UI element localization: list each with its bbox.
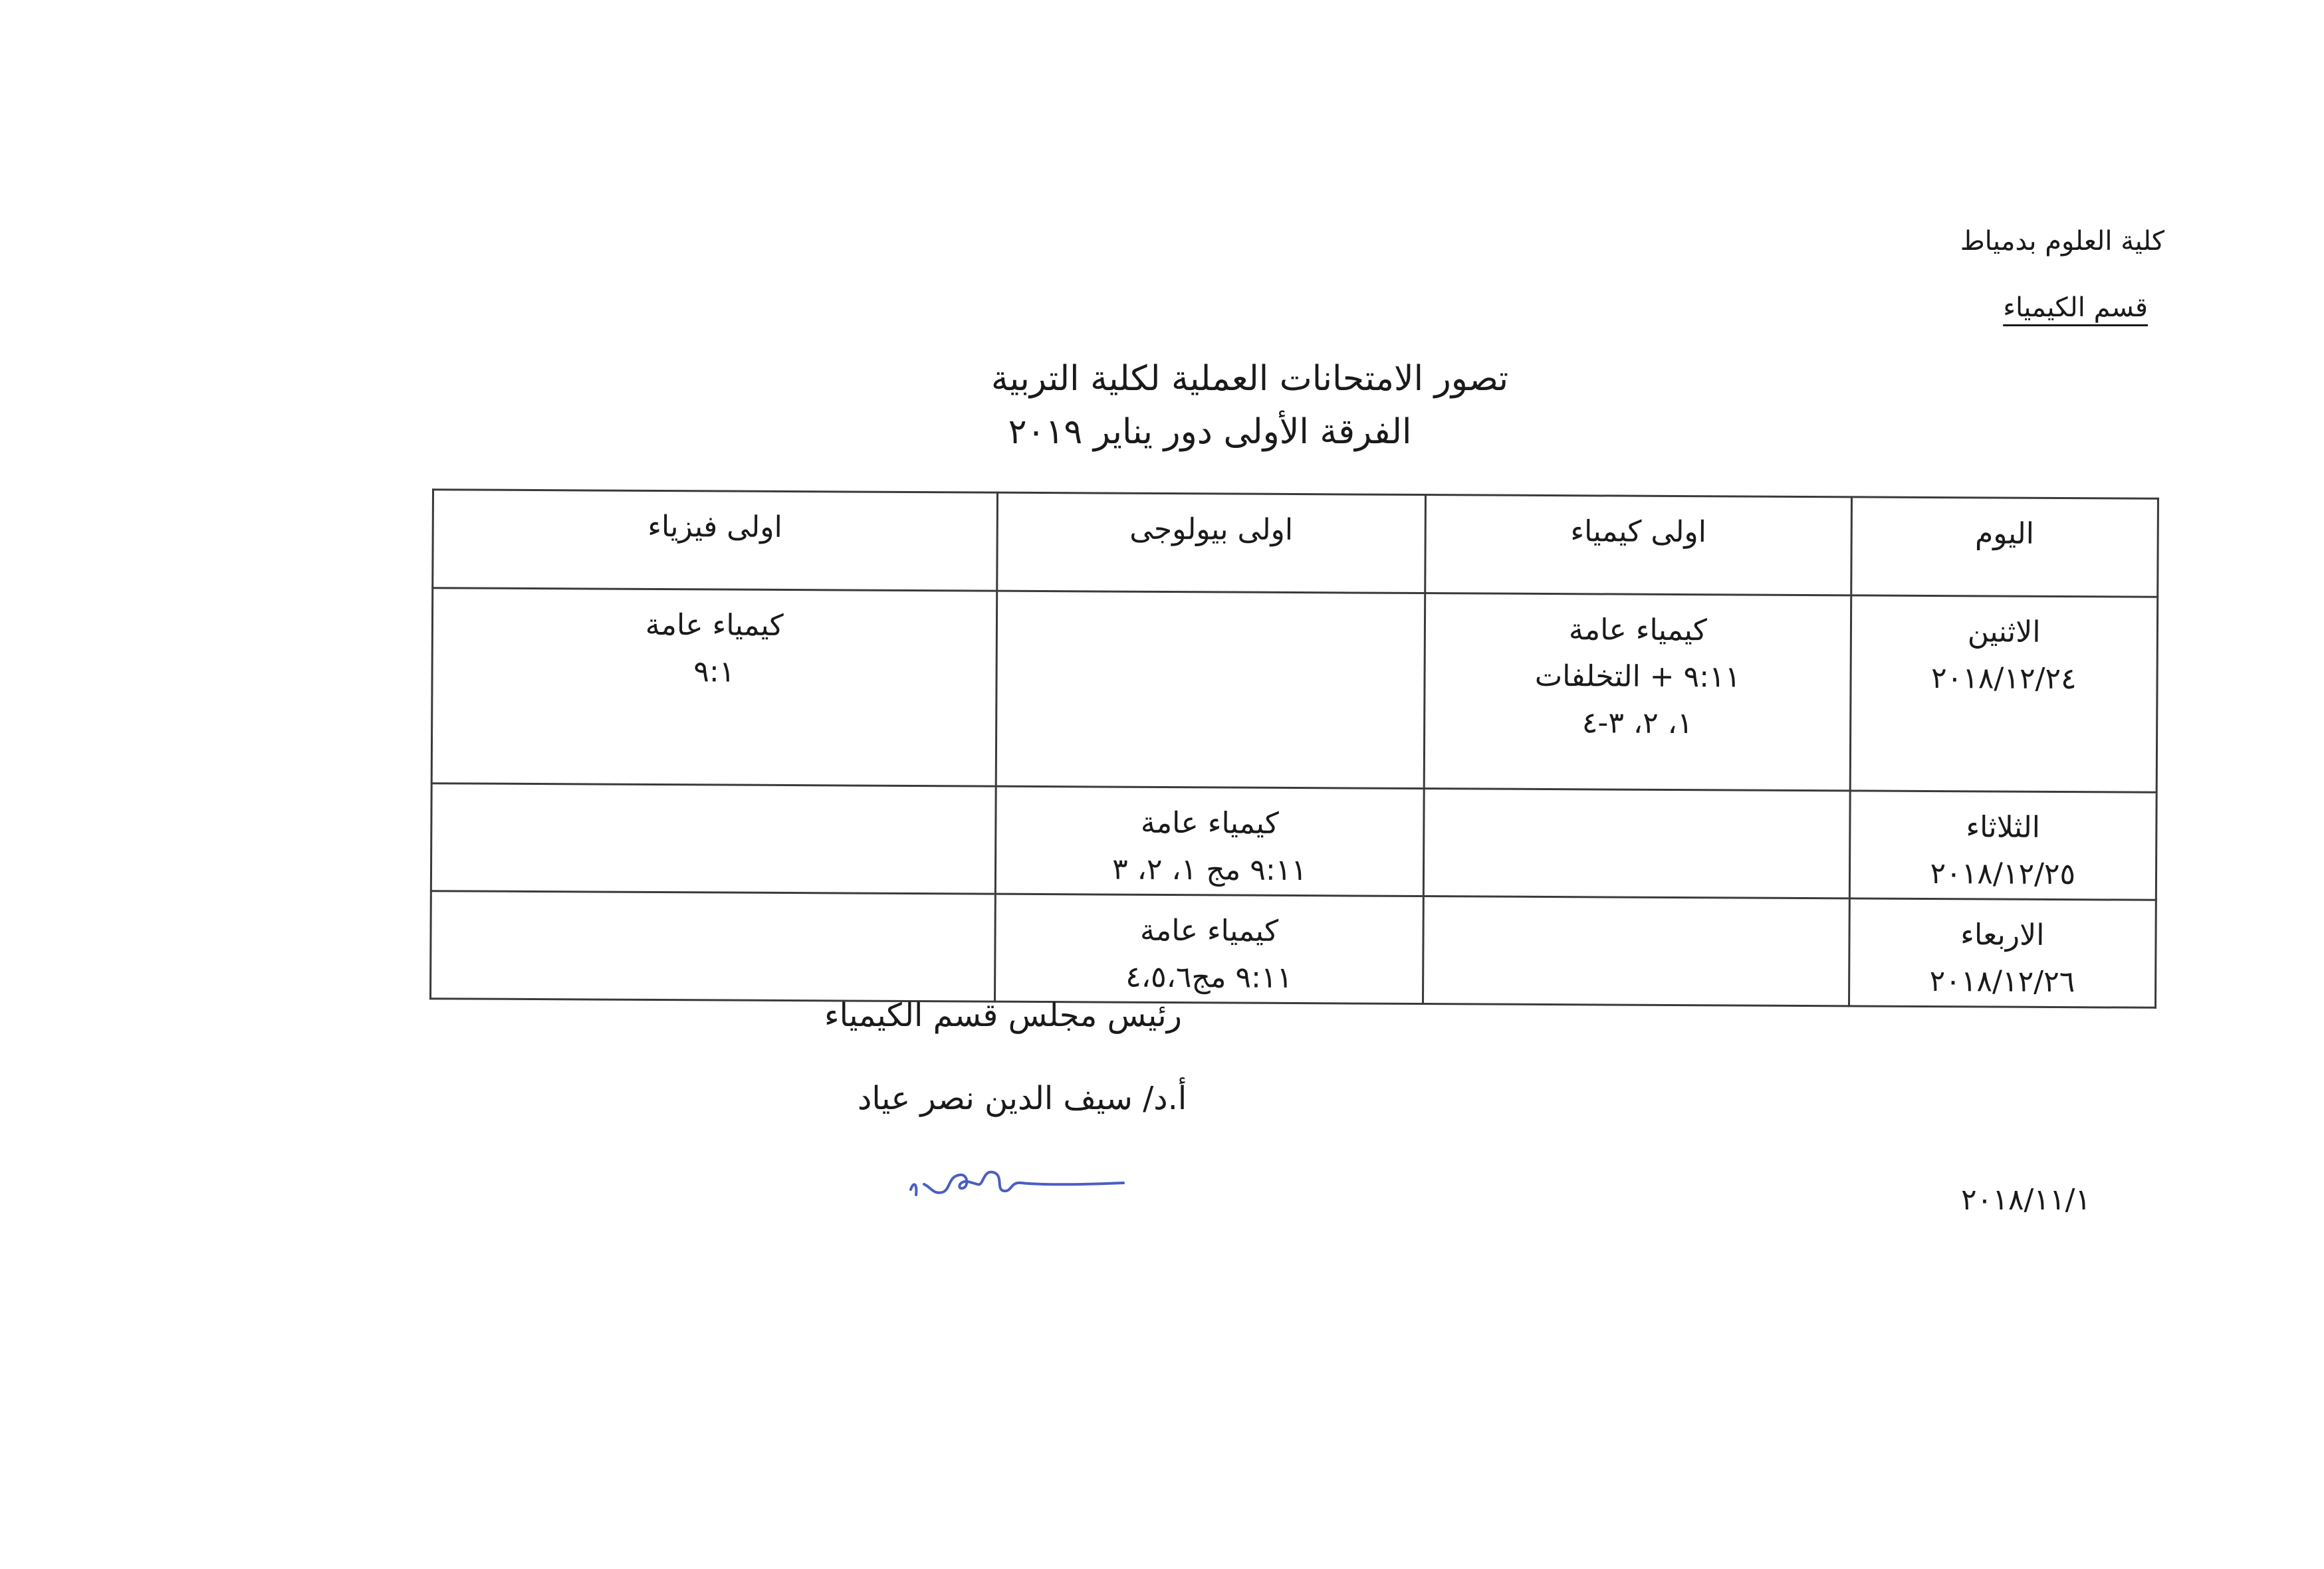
exam-schedule-table bbox=[429, 488, 2159, 1009]
signature-icon bbox=[904, 1143, 1143, 1216]
chemistry-cell bbox=[1423, 896, 1849, 1006]
biology-cell bbox=[996, 591, 1425, 788]
day-name: الاربعاء bbox=[1960, 918, 2045, 952]
cell-line: كيمياء عامة bbox=[1139, 913, 1279, 948]
physics-cell bbox=[431, 784, 995, 894]
signer-name: أ.د/ سيف الدين نصر عياد bbox=[858, 1080, 1187, 1117]
cell-line: ١، ٢، ٣-٤ bbox=[1581, 706, 1693, 741]
biology-cell bbox=[994, 894, 1424, 1003]
chemistry-cell bbox=[1424, 789, 1850, 898]
cell-line: ٩:١ bbox=[693, 655, 735, 689]
document-subtitle: الفرقة الأولى دور يناير ٢٠١٩ bbox=[1008, 412, 1412, 452]
faculty-name: كلية العلوم بدمياط bbox=[1960, 226, 2164, 257]
department-name: قسم الكيمياء bbox=[2003, 292, 2148, 323]
day-cell bbox=[1850, 595, 2158, 792]
header-biology: اولى بيولوجى bbox=[996, 492, 1426, 593]
cell-line: ٩:١١ مج٤،٥،٦ bbox=[1125, 960, 1293, 995]
table-row bbox=[431, 891, 2156, 1008]
chemistry-cell bbox=[1425, 593, 1851, 791]
document-date: ٢٠١٨/١١/١ bbox=[1961, 1183, 2091, 1217]
signer-role: رئيس مجلس قسم الكيمياء bbox=[824, 997, 1182, 1034]
biology-cell bbox=[995, 786, 1425, 896]
cell-line: كيمياء عامة bbox=[1568, 613, 1707, 648]
table-header-row bbox=[433, 490, 2158, 597]
day-cell bbox=[1849, 791, 2156, 900]
header-physics: اولى فيزياء bbox=[433, 490, 997, 591]
table-row bbox=[431, 588, 2158, 793]
cell-line: كيمياء عامة bbox=[645, 607, 784, 643]
table-row bbox=[431, 784, 2156, 900]
day-cell bbox=[1849, 898, 2156, 1007]
physics-cell bbox=[431, 588, 996, 786]
document-title: تصور الامتحانات العملية لكلية التربية bbox=[990, 359, 1509, 399]
day-date: ٢٠١٨/١٢/٢٤ bbox=[1930, 661, 2077, 696]
day-date: ٢٠١٨/١٢/٢٦ bbox=[1929, 964, 2075, 999]
header-day: اليوم bbox=[1851, 497, 2158, 597]
day-date: ٢٠١٨/١٢/٢٥ bbox=[1930, 857, 2076, 892]
handwritten-signature bbox=[904, 1143, 1143, 1219]
physics-cell bbox=[431, 891, 995, 1001]
cell-line: ٩:١١ مج ١، ٢، ٣ bbox=[1111, 852, 1308, 888]
cell-line: ٩:١١ + التخلفات bbox=[1534, 659, 1741, 694]
header-chemistry: اولى كيمياء bbox=[1425, 495, 1851, 595]
cell-line: كيمياء عامة bbox=[1140, 805, 1279, 841]
day-name: الاثنين bbox=[1967, 615, 2041, 649]
day-name: الثلاثاء bbox=[1966, 810, 2041, 845]
